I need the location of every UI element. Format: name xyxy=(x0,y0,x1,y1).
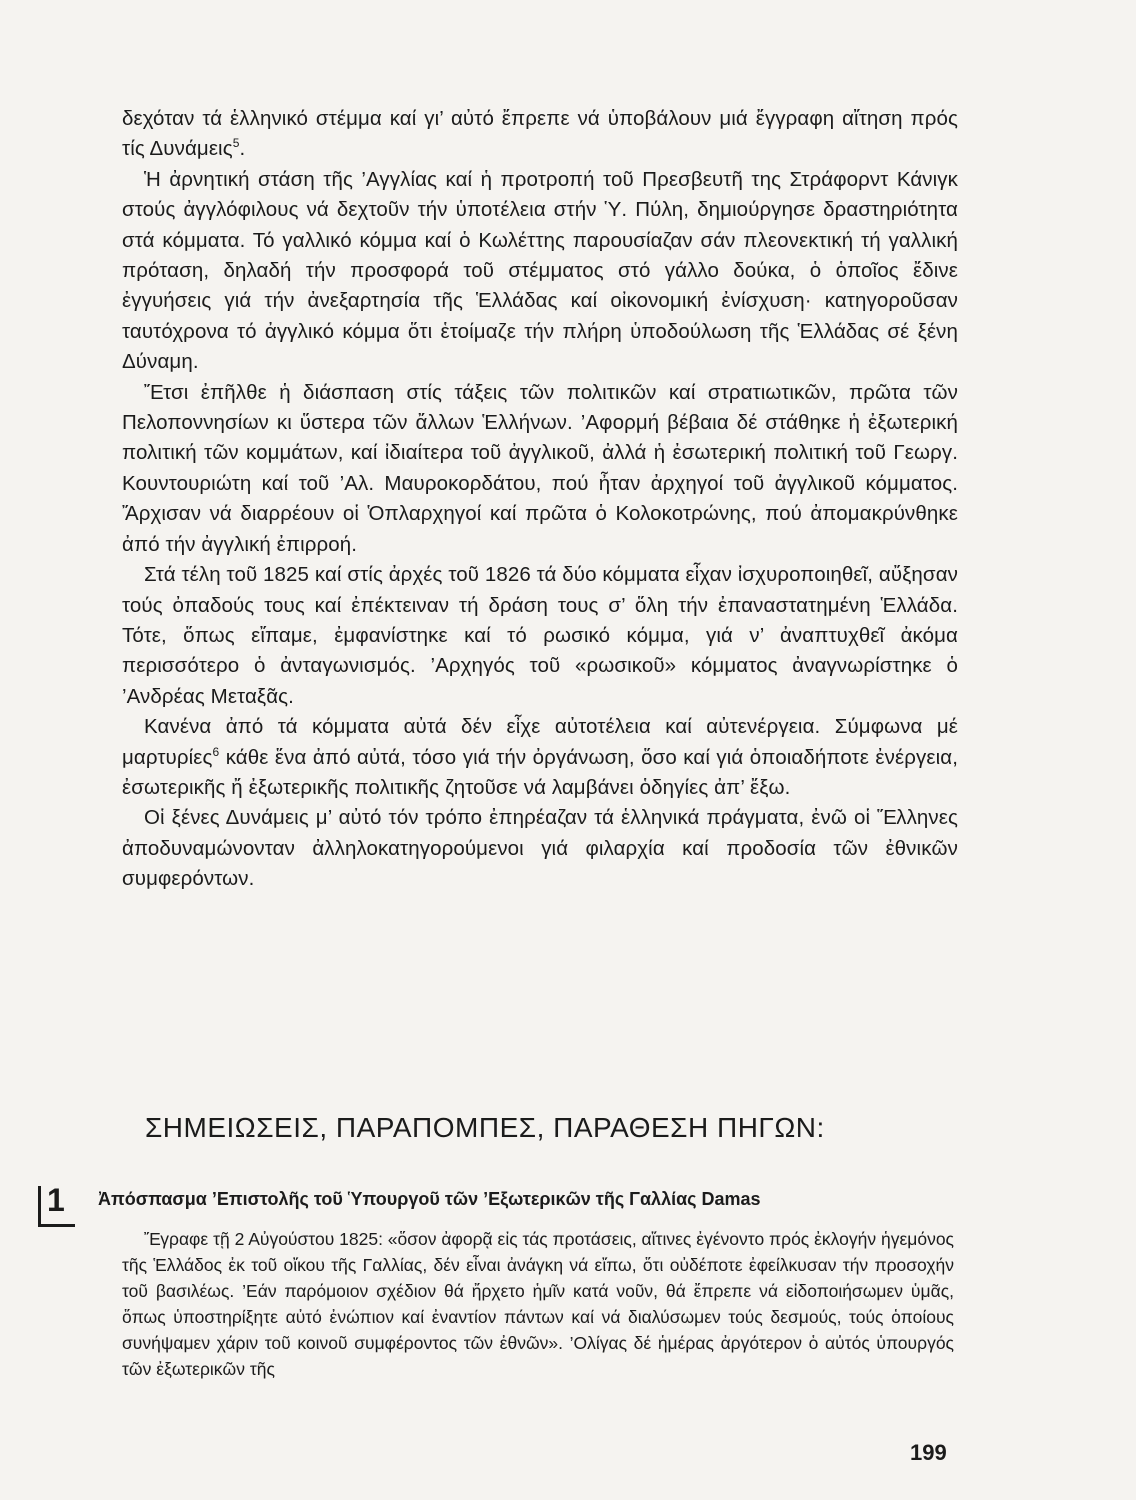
paragraph-5-text-b: κάθε ἕνα ἀπό αὐτά, τόσο γιά τήν ὀργάνωση, ὅσο καί γιά ὁποιαδήποτε ἐνέργεια, ἐσωτερικῆς ἤ ἐξωτερικῆς πολιτικῆς ζητοῦσε νά λαμβάνει ὁδηγίες ἀπ’ ἔξω. xyxy=(122,745,958,799)
footnote-ref-6: 6 xyxy=(212,744,220,759)
note-text xyxy=(122,1226,954,1382)
note-marker xyxy=(28,1182,76,1228)
paragraph-6: Οἱ ξένες Δυνάμεις μ’ αὐτό τόν τρόπο ἐπηρέαζαν τά ἑλληνικά πράγματα, ἐνῶ οἱ Ἕλληνες ἀποδυναμώνονταν ἀλληλοκατηγορούμενοι γιά φιλαρχία καί προδοσία τῶν ἐθνικῶν συμφερόντων. xyxy=(122,806,958,891)
page-number: 199 xyxy=(910,1440,947,1465)
notes-heading: ΣΗΜΕΙΩΣΕΙΣ, ΠΑΡΑΠΟΜΠΕΣ, ΠΑΡΑΘΕΣΗ ΠΗΓΩΝ: xyxy=(145,1112,825,1143)
paragraph-2: Ἡ ἀρνητική στάση τῆς ’Αγγλίας καί ἡ προτροπή τοῦ Πρεσβευτῆ της Στράφορντ Κάνιγκ στούς ἀγγλόφιλους νά δεχτοῦν τήν ὑποτέλεια στήν Ὑ. Πύλη, δημιούργησε δραστηριότητα στά κόμματα. Τό γαλλικό κόμμα καί ὁ Κωλέττης παρουσίαζαν σάν πλεονεκτική τή γαλλική πρόταση, δηλαδή τήν προσφορά τοῦ στέμματος στό γάλλο δούκα, ὁ ὁποῖος ἔδινε ἐγγυήσεις γιά τήν ἀνεξαρτησία τῆς Ἑλλάδας καί οἰκονομική ἐνίσχυση· κατηγοροῦσαν ταυτόχρονα τό ἀγγλικό κόμμα ὅτι ἑτοίμαζε τήν πλήρη ὑποδούλωση τῆς Ἑλλάδας σέ ξένη Δύναμη. xyxy=(122,167,958,374)
note-paragraph: Ἔγραφε τῇ 2 Αὐγούστου 1825: «ὅσον ἀφορᾷ εἰς τάς προτάσεις, αἵτινες ἐγένοντο πρός ἐκλογήν ἡγεμόνος τῆς Ἑλλάδος ἐκ τοῦ οἴκου τῆς Γαλλίας, δέν εἶναι ἀνάγκη νά εἴπω, ὅτι οὐδέποτε ἐφείλκυσαν τήν προσοχήν τοῦ βασιλέως. ’Εάν παρόμοιον σχέδιον θά ἤρχετο ἡμῖν κατά νοῦν, θά ἔπρεπε νά εἰδοποιήσωμεν ὑμᾶς, ὅπως ὑποστηρίξητε αὐτό ἐνώπιον καί ἐναντίον πάντων καί νά διαλύσωμεν τούς δεσμούς, τούς ὁποίους συνήψαμεν χάριν τοῦ κοινοῦ συμφέροντος τῶν ἐθνῶν». ’Ολίγας δέ ἡμέρας ἀργότερον ὁ αὐτός ὑπουργός τῶν ἐξωτερικῶν τῆς xyxy=(122,1229,954,1379)
paragraph-1 xyxy=(122,104,958,165)
paragraph-4: Στά τέλη τοῦ 1825 καί στίς ἀρχές τοῦ 1826 τά δύο κόμματα εἶχαν ἰσχυροποιηθεῖ, αὔξησαν τούς ὀπαδούς τους καί ἐπέκτειναν τή δράση τους σ’ ὅλη τήν ἐπαναστατημένη Ἑλλάδα. Τότε, ὅπως εἴπαμε, ἐμφανίστηκε καί τό ρωσικό κόμμα, γιά ν’ ἀναπτυχθεῖ ἀκόμα περισσότερο ὁ ἀνταγωνισμός. ’Αρχηγός τοῦ «ρωσικοῦ» κόμματος ἀναγνωρίστηκε ὁ ’Ανδρέας Μεταξᾶς. xyxy=(122,563,958,708)
paragraph-1-text: δεχόταν τά ἑλληνικό στέμμα καί γι’ αὐτό ἔπρεπε νά ὑποβάλουν μιά ἔγγραφη αἴτηση πρός τίς Δυνάμεις xyxy=(122,107,958,161)
paragraph-3: Ἔτσι ἐπῆλθε ἡ διάσπαση στίς τάξεις τῶν πολιτικῶν καί στρατιωτικῶν, πρῶτα τῶν Πελοποννησίων κι ὕστερα τῶν ἄλλων Ἑλλήνων. ’Αφορμή βέβαια δέ στάθηκε ἡ ἐξωτερική πολιτική τῶν κομμάτων, καί ἰδιαίτερα τοῦ ἀγγλικοῦ, ἀλλά ἡ ἐσωτερική πολιτική τοῦ Γεωργ. Κουντουριώτη καί τοῦ ’Αλ. Μαυροκορδάτου, πού ἦταν ἀρχηγοί τοῦ ἀγγλικοῦ κόμματος. Ἄρχισαν νά διαρρέουν οἱ Ὁπλαρχηγοί καί πρῶτα ὁ Κολοκοτρώνης, πού ἀπομακρύνθηκε ἀπό τήν ἀγγλική ἐπιρροή. xyxy=(122,380,958,556)
paragraph-5 xyxy=(122,712,958,803)
main-text xyxy=(122,104,958,895)
note-marker-number: 1 xyxy=(47,1182,65,1218)
note-title: Ἀπόσπασμα ’Επιστολῆς τοῦ Ὑπουργοῦ τῶν ’Εξωτερικῶν τῆς Γαλλίας Damas xyxy=(98,1189,761,1209)
footnote-ref-5: 5 xyxy=(232,136,240,151)
paragraph-5-text-a: Κανένα ἀπό τά κόμματα αὐτά δέν εἶχε αὐτοτέλεια καί αὐτενέργεια. Σύμφωνα μέ μαρτυρίες xyxy=(122,715,958,769)
paragraph-1-end: . xyxy=(239,137,246,161)
